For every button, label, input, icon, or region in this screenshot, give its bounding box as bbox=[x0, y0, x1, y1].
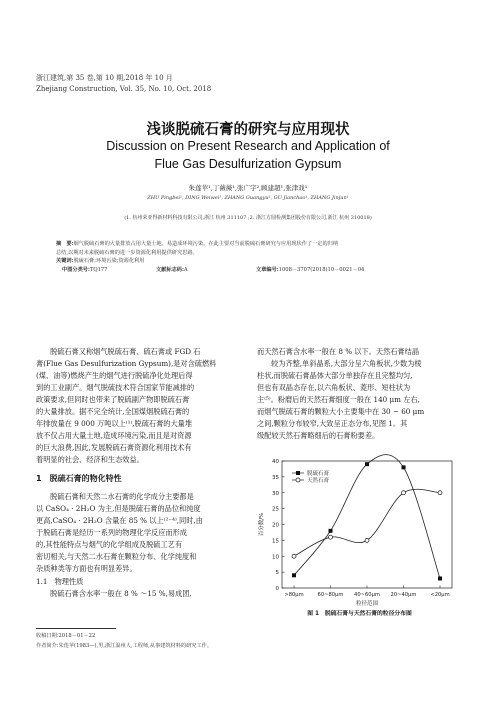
y-tick-label: 15 bbox=[272, 538, 279, 545]
doc-code-field: 文献标志码:A bbox=[156, 266, 188, 273]
legend-marker-square bbox=[296, 471, 300, 475]
title-en-line2: Flue Gas Desulfurization Gypsum bbox=[154, 157, 342, 171]
x-tick-label: >80μm bbox=[284, 592, 304, 598]
data-point-square bbox=[402, 465, 406, 469]
y-tick-label: 25 bbox=[272, 506, 279, 513]
subsection-heading: 1.1 物理性质 bbox=[36, 577, 84, 586]
x-tick-label: 20~40μm bbox=[390, 592, 417, 598]
y-tick-label: 5 bbox=[275, 570, 279, 577]
keywords-label: 关键词: bbox=[56, 258, 74, 264]
keywords: 脱硫石膏;环境污染;资源化利用 bbox=[73, 258, 145, 264]
data-point-square bbox=[329, 529, 333, 533]
affiliation: (1. 杭州荣亚得新材料科技有限公司,浙江 杭州 311107 ;2. 浙江方圆检测集团股份有限公司,浙江 杭州 310018) bbox=[124, 215, 372, 221]
data-point-square bbox=[292, 573, 296, 577]
y-tick-label: 0 bbox=[275, 586, 279, 592]
intro-paragraph: 脱硫石膏又称烟气脱硫石膏、硫石膏或 FGD 石 膏(Flue Gas Desulfurization Gypsum),是对含硫燃料 (煤、油等)燃烧产生的烟气进行脱硫净化处理后得 到的工业副产。烟气脱硫技术符合国家节能减排的 政策要求,但同时也带来了脱硫副产物即脱硫石膏 的大量排放。据不完全统计,全国煤烟脱硫石膏的 年排放量在 9 000 万吨以上⁽¹⁾,脱硫石膏的大量堆 放不仅占用大量土地,造成环境污染,而且是对资源 的巨大浪费,因此,发展脱硫石膏资源化利用技术有 着明显的社会、经济和生态效益。 bbox=[36, 347, 217, 464]
x-axis-label: 粒径范围 bbox=[355, 601, 379, 607]
particle-size-chart bbox=[257, 445, 462, 620]
y-tick-label: 40 bbox=[272, 459, 279, 465]
journal-header-cn: 浙江建筑,第 35 卷,第 10 期,2018 年 10 月 bbox=[36, 74, 173, 82]
data-point-circle bbox=[292, 554, 296, 558]
journal-header-en: Zhejiang Construction, Vol. 35, No. 10, Oct. 2018 bbox=[36, 85, 212, 93]
x-tick-label: <20μm bbox=[430, 592, 450, 598]
data-point-circle bbox=[365, 538, 369, 542]
left-column bbox=[36, 346, 243, 600]
legend-marker-circle bbox=[296, 478, 300, 482]
figure-caption: 图 1 脱硫石膏与天然石膏的粒径分布图 bbox=[307, 611, 412, 617]
data-point-circle bbox=[438, 491, 442, 495]
article-number-field: 文章编号:1008－3707(2018)10－0021－04 bbox=[256, 266, 365, 273]
abstract-text-line1: 烟气脱硫石膏的大量排放占用大量土地、易造成环境污染。在此主要对当前脱硫石膏研究与应用现状作了一定的归纳 bbox=[73, 241, 339, 247]
title-cn: 浅谈脱硫石膏的研究与应用现状 bbox=[146, 122, 350, 138]
author-bio: 作者简介:朱莲苹(1983—),男,浙江温州人,工程师,从事建筑材料的研究工作。 bbox=[36, 643, 213, 649]
legend-label: 天然石膏 bbox=[307, 478, 330, 484]
abstract bbox=[56, 240, 446, 275]
data-point-circle bbox=[402, 491, 406, 495]
right-column: 而天然石膏含水率一般在 8 % 以下。天然石膏结晶 较为齐整,单斜晶系,大部分呈六角板状,少数为棱 柱状,而脱硫石膏晶体大部分单独存在且完整均匀, 但也有双晶态存在,以六角板状、菱形、短柱状为 主⁽⁵⁾。粉磨后的天然石膏细度一般在 140 μm 左右, 而烟气脱硫石膏的颗粒大小主要集中在 30 ~ 60 μm 之间,颗粒分布较窄,大致呈正态分布,见图 1。其 级配较天然石膏略细后的石膏粉要差。 bbox=[257, 347, 425, 440]
x-tick-label: 60~80μm bbox=[317, 592, 344, 598]
footnote-divider bbox=[36, 628, 116, 629]
y-axis-label: 百分数/% bbox=[259, 512, 265, 537]
received-date: 收稿日期:2018－01－22 bbox=[36, 633, 96, 639]
y-tick-label: 30 bbox=[272, 490, 279, 497]
title-en-line1: Discussion on Present Research and Application of bbox=[106, 139, 390, 153]
clc-field: 中图分类号:TQ177 bbox=[62, 266, 108, 273]
y-tick-label: 10 bbox=[272, 554, 279, 561]
section1-paragraph: 脱硫石膏和天然二水石膏的化学成分主要都是 以 CaSO₄ · 2H₂O 为主,但是脱硫石膏的品位和纯度 更高,CaSO₄ · 2H₂O 含量在 85 % 以上⁽²⁻⁴⁾,同时,由 于脱硫石膏是经历一系列的物理化学反应而形成 的,其性能特点与烟气的化学组成及脱硫工艺有 密切相关,与天然二水石膏在颗粒分布、化学纯度和 杂质种类等方面也有明显差异。 bbox=[36, 492, 203, 573]
legend-label: 脱硫石膏 bbox=[307, 471, 330, 477]
data-point-circle bbox=[329, 535, 333, 539]
abstract-text-line2: 总结,以期对未来脱硫石膏的进一步资源化利用提供研究思路。 bbox=[56, 249, 198, 256]
y-tick-label: 35 bbox=[272, 474, 279, 481]
data-point-square bbox=[365, 462, 369, 466]
data-point-square bbox=[438, 576, 442, 580]
section-heading-1: 1 脱硫石膏的物化特性 bbox=[36, 474, 122, 483]
x-tick-label: 40~60μm bbox=[354, 592, 380, 598]
abstract-label: 摘 要: bbox=[56, 241, 74, 247]
y-tick-label: 20 bbox=[272, 522, 279, 529]
authors-cn: 朱莲苹¹,丁薇薇¹,张广宇²,顾建超¹,张津戏¹ bbox=[188, 184, 308, 192]
physical-paragraph: 脱硫石膏含水率一般在 8 % ～15 %,易成团, bbox=[50, 589, 192, 598]
series-line-circle bbox=[294, 489, 440, 556]
authors-en: ZHU Pingbei¹, DING Weiwei¹, ZHANG Guangyu², GU Jianchao¹, ZHANG Jinjun¹ bbox=[147, 195, 349, 201]
